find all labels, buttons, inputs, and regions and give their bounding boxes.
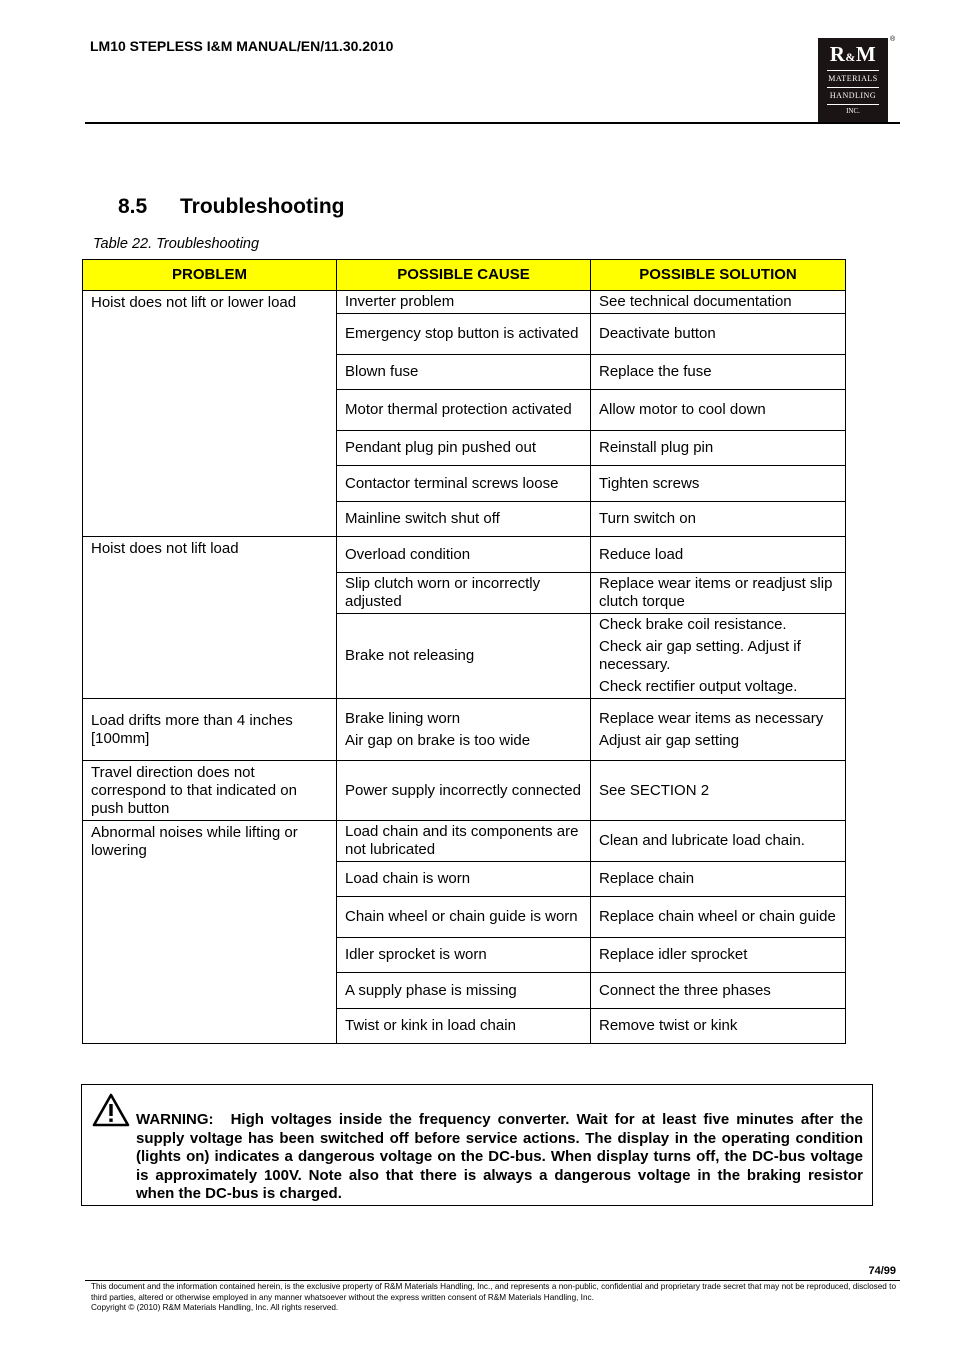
solution-cell <box>591 1009 846 1044</box>
solution-text: Replace the fuse <box>599 363 712 380</box>
cause-cell <box>337 355 591 390</box>
cause-text: Inverter problem <box>345 293 455 310</box>
cause-text: Motor thermal protection activated <box>345 401 572 418</box>
solution-cell <box>591 291 846 314</box>
solution-text: See technical documentation <box>599 293 792 310</box>
cause-text: Chain wheel or chain guide is worn <box>345 908 578 925</box>
solution-cell <box>591 938 846 973</box>
solution-text: Replace wear items as necessary <box>599 709 824 727</box>
solution-text: Allow motor to cool down <box>599 401 766 418</box>
logo-mark-m: M <box>855 42 877 66</box>
legal-text: This document and the information contained herein, is the exclusive property of R&M Materials Handling, Inc., and represents a non-public, confidential and proprietary trade secret that may not be reproduced, disclosed to third parties, altered or otherwise employed in any manner whatsoever without the express written consent of R&M Materials Handling, Inc. <box>91 1282 896 1302</box>
cause-text: Emergency stop button is activated <box>345 325 579 342</box>
problem-cell: Hoist does not lift load <box>83 537 337 699</box>
cause-cell <box>337 390 591 431</box>
solution-cell <box>591 431 846 466</box>
solution-cell <box>591 502 846 537</box>
table-header-row <box>83 260 846 291</box>
warning-message: High voltages inside the frequency converter. Wait for at least five minutes after the supply voltage has been switched off before service actions. The display in the operating condition (lights on) indicates a dangerous voltage on the DC-bus. When display turns off, the DC-bus voltage is approximately 100V. Note also that there is always a dangerous voltage in the braking resistor when the DC-bus is charged. <box>136 1111 863 1203</box>
column-header-problem: PROBLEM <box>83 260 337 291</box>
cause-text: Idler sprocket is worn <box>345 946 487 963</box>
cause-cell <box>337 291 591 314</box>
solution-text: See SECTION 2 <box>599 781 710 799</box>
solution-text: Replace idler sprocket <box>599 946 748 963</box>
solution-text: Reduce load <box>599 545 684 563</box>
solution-cell <box>591 355 846 390</box>
column-header-solution: POSSIBLE SOLUTION <box>591 260 846 291</box>
solution-text: Replace chain wheel or chain guide <box>599 908 836 925</box>
warning-label: WARNING: <box>136 1111 214 1128</box>
logo-mark-r: R <box>829 42 846 66</box>
cause-cell <box>337 897 591 938</box>
logo-registered-mark: ® <box>890 36 896 43</box>
solution-text: Check rectifier output voltage. <box>599 678 798 695</box>
page-number: 74/99 <box>868 1265 896 1277</box>
logo-line-inc: INC. <box>846 107 860 115</box>
table-row <box>83 699 846 761</box>
cause-cell <box>337 1009 591 1044</box>
cause-text: Air gap on brake is too wide <box>345 731 531 749</box>
cause-cell <box>337 614 591 699</box>
solution-cell <box>591 897 846 938</box>
solution-cell <box>591 614 846 699</box>
solution-text: Reinstall plug pin <box>599 439 714 456</box>
cause-cell <box>337 699 591 761</box>
cause-cell <box>337 862 591 897</box>
troubleshooting-table <box>82 259 846 1044</box>
solution-text: Adjust air gap setting <box>599 731 740 749</box>
table-caption: Table 22. Troubleshooting <box>93 236 260 252</box>
cause-text: Brake not releasing <box>345 647 475 664</box>
solution-text: Clean and lubricate load chain. <box>599 832 805 849</box>
warning-triangle-icon <box>92 1093 130 1127</box>
warning-text <box>136 1111 863 1204</box>
solution-text: Connect the three phases <box>599 981 771 999</box>
cause-text: Overload condition <box>345 545 471 563</box>
solution-cell <box>591 862 846 897</box>
cause-cell <box>337 314 591 355</box>
solution-text: Tighten screws <box>599 474 700 492</box>
table-row <box>83 821 846 862</box>
problem-cell: Travel direction does not correspond to that indicated on push button <box>83 761 337 821</box>
cause-cell <box>337 502 591 537</box>
table-row <box>83 291 846 314</box>
cause-text: Mainline switch shut off <box>345 510 500 527</box>
cause-cell <box>337 761 591 821</box>
cause-text: Power supply incorrectly connected <box>345 781 581 799</box>
cause-cell <box>337 537 591 573</box>
cause-text: Load chain is worn <box>345 870 471 887</box>
column-header-cause: POSSIBLE CAUSE <box>337 260 591 291</box>
solution-cell <box>591 573 846 614</box>
problem-cell: Load drifts more than 4 inches [100mm] <box>83 699 337 761</box>
cause-text: Twist or kink in load chain <box>345 1017 516 1034</box>
cause-cell <box>337 466 591 502</box>
solution-cell <box>591 761 846 821</box>
cause-text: Load chain and its components are not lubricated <box>345 823 579 858</box>
solution-cell <box>591 466 846 502</box>
legal-notice <box>91 1282 896 1314</box>
solution-text: Deactivate button <box>599 325 716 342</box>
cause-cell <box>337 938 591 973</box>
logo-mark-amp: & <box>845 50 856 64</box>
logo-line-materials: MATERIALS <box>828 74 878 83</box>
solution-text: Check brake coil resistance. <box>599 616 787 633</box>
solution-cell <box>591 973 846 1009</box>
cause-text: Contactor terminal screws loose <box>345 474 559 492</box>
footer-divider <box>85 1280 900 1281</box>
cause-text: Pendant plug pin pushed out <box>345 439 536 456</box>
solution-text: Replace chain <box>599 870 695 887</box>
solution-cell <box>591 537 846 573</box>
cause-cell <box>337 431 591 466</box>
section-title: Troubleshooting <box>180 195 345 218</box>
company-logo <box>818 38 888 122</box>
solution-cell <box>591 390 846 431</box>
solution-cell <box>591 821 846 862</box>
cause-cell <box>337 573 591 614</box>
logo-line-handling: HANDLING <box>829 91 877 100</box>
solution-cell <box>591 699 846 761</box>
problem-cell: Hoist does not lift or lower load <box>83 291 337 537</box>
cause-text: Brake lining worn <box>345 709 461 727</box>
document-id: LM10 STEPLESS I&M MANUAL/EN/11.30.2010 <box>90 38 394 54</box>
cause-text: Blown fuse <box>345 363 419 380</box>
warning-box <box>81 1084 873 1206</box>
section-number: 8.5 <box>118 195 148 218</box>
cause-cell <box>337 821 591 862</box>
table-row <box>83 537 846 573</box>
solution-text: Turn switch on <box>599 510 696 527</box>
problem-cell: Abnormal noises while lifting or lowering <box>83 821 337 1044</box>
cause-text: Slip clutch worn or incorrectly adjusted <box>345 575 541 610</box>
solution-text: Remove twist or kink <box>599 1017 738 1034</box>
table-row <box>83 761 846 821</box>
header-divider <box>85 122 900 124</box>
section-heading <box>118 195 344 219</box>
solution-text: Replace wear items or readjust slip clutch torque <box>599 575 833 610</box>
copyright-text: Copyright © (2010) R&M Materials Handling, Inc. All rights reserved. <box>91 1303 339 1313</box>
cause-cell <box>337 973 591 1009</box>
solution-cell <box>591 314 846 355</box>
solution-text: Check air gap setting. Adjust if necessary. <box>599 638 801 673</box>
cause-text: A supply phase is missing <box>345 981 517 999</box>
